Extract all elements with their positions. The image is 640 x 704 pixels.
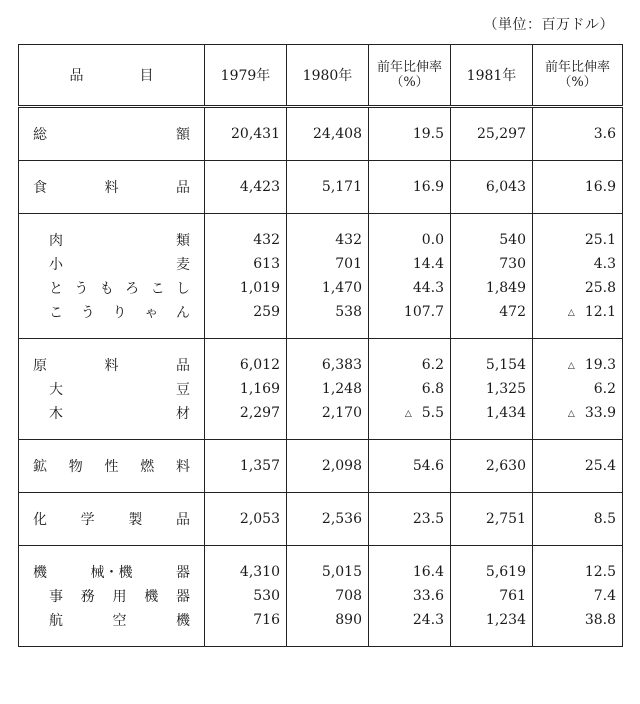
cell-value: 8.5 [593,511,616,527]
value-1981 [451,276,533,300]
value-1981 [451,214,533,253]
label-char: 額 [176,127,190,143]
label-char: 器 [176,565,190,581]
cell-value: 5,171 [321,179,362,195]
label-char: 料 [104,358,119,374]
label-char: 品 [175,512,190,528]
negative-triangle-icon: △ [567,308,575,318]
growth-1980 [369,401,451,440]
label-char: 材 [176,406,190,422]
growth-1981 [533,608,623,647]
growth-1981 [533,276,623,300]
value-1980 [287,546,369,585]
cell-value: 20,431 [231,126,280,142]
table-subrow [19,401,623,440]
value-1980 [287,214,369,253]
label-char: 品 [176,180,190,196]
cell-value: 6,383 [321,357,362,373]
cell-value: 5,015 [321,564,362,580]
cell-value: 3.6 [593,126,616,142]
label-char: ろ [125,281,140,297]
cell-value: 530 [253,588,280,604]
cell-value: 38.8 [584,612,616,628]
growth-1981 [533,584,623,608]
value-1979 [205,252,287,276]
growth-1981 [533,401,623,440]
table-row [19,440,623,493]
value-1980 [287,339,369,378]
unit-note: （単位：百万ドル） [483,17,614,33]
label-char: し [175,281,190,297]
value-1979 [205,276,287,300]
value-1979 [205,608,287,647]
value-1981 [451,401,533,440]
value-1981 [451,300,533,339]
cell-value: 4.3 [593,256,616,272]
row-group [19,339,623,440]
row-group [19,493,623,546]
row-label [19,584,205,608]
value-1979 [205,546,287,585]
cell-value: 19.5 [412,126,444,142]
header-growth-1980: 前年比伸率 （%） [369,45,451,107]
value-1980 [287,440,369,493]
negative-triangle-icon: △ [567,361,575,371]
cell-value: 33.6 [412,588,444,604]
header-growth-1981: 前年比伸率 （%） [533,45,623,107]
cell-value: 716 [253,612,280,628]
cell-value: 1,169 [239,381,280,397]
value-1980 [287,300,369,339]
cell-value: 5,619 [485,564,526,580]
cell-value: 1,434 [485,405,526,421]
label-char: こ [49,305,63,321]
label-char: 製 [128,512,143,528]
label-char: う [80,305,95,321]
cell-value: 432 [253,232,280,248]
growth-1981 [533,161,623,214]
cell-value: 2,098 [321,458,362,474]
row-group [19,107,623,161]
label-char: と [49,281,63,297]
cell-value: 54.6 [412,458,444,474]
value-1980 [287,493,369,546]
label-char: 品 [176,358,190,374]
row-label [19,276,205,300]
cell-value: 4,310 [239,564,280,580]
value-1979 [205,401,287,440]
label-char: 料 [176,459,190,475]
growth-1981 [533,252,623,276]
value-1980 [287,276,369,300]
cell-value: 0.0 [421,232,444,248]
cell-value: 761 [499,588,526,604]
label-char: 原 [33,358,47,374]
growth-1980 [369,584,451,608]
cell-value: 16.4 [412,564,444,580]
import-statistics-table [18,44,623,647]
cell-value: 2,297 [239,405,280,421]
cell-value: 701 [335,256,362,272]
cell-value: 613 [253,256,280,272]
label-char: 料 [104,180,119,196]
value-1981 [451,584,533,608]
label-char: 物 [68,459,83,475]
cell-value: 1,325 [485,381,526,397]
growth-1981 [533,214,623,253]
value-1979 [205,584,287,608]
cell-value: 25.8 [584,280,616,296]
label-char: 鉱 [33,459,47,475]
cell-value: 1,357 [239,458,280,474]
cell-value: 14.4 [412,256,444,272]
table-row [19,546,623,585]
value-1981 [451,161,533,214]
growth-1981 [533,300,623,339]
label-char: 木 [49,406,63,422]
cell-value: 25,297 [477,126,526,142]
table-subrow [19,584,623,608]
table-subrow [19,300,623,339]
cell-value: 4,423 [239,179,280,195]
cell-value: 24,408 [313,126,362,142]
table-subrow [19,608,623,647]
row-label [19,546,205,585]
row-label [19,339,205,378]
value-1979 [205,440,287,493]
value-1981 [451,252,533,276]
cell-value: 5.5 [421,405,444,421]
cell-value: 2,536 [321,511,362,527]
cell-value: 538 [335,304,362,320]
value-1980 [287,252,369,276]
value-1979 [205,377,287,401]
label-char: 大 [49,382,63,398]
label-char: 機 [144,589,159,605]
value-1980 [287,584,369,608]
label-char: 燃 [140,459,155,475]
label-char: 性 [104,459,119,475]
table-header [19,45,623,107]
negative-triangle-icon: △ [567,409,575,419]
cell-value: 107.7 [403,304,444,320]
label-char: 総 [33,127,47,143]
row-group [19,214,623,339]
label-char: 食 [33,180,47,196]
growth-1980 [369,300,451,339]
value-1979 [205,339,287,378]
growth-1981 [533,107,623,161]
cell-value: 1,470 [321,280,362,296]
cell-value: 730 [499,256,526,272]
table-row [19,161,623,214]
cell-value: 7.4 [593,588,616,604]
label-char: ん [176,305,190,321]
cell-value: 6,012 [239,357,280,373]
growth-1980 [369,440,451,493]
value-1979 [205,300,287,339]
cell-value: 2,751 [485,511,526,527]
cell-value: 24.3 [412,612,444,628]
row-label [19,300,205,339]
row-label [19,401,205,440]
cell-value: 6.8 [421,381,444,397]
value-1981 [451,493,533,546]
cell-value: 1,248 [321,381,362,397]
cell-value: 472 [499,304,526,320]
row-group [19,440,623,493]
label-char: 小 [49,257,63,273]
label-char: 空 [112,613,127,629]
negative-triangle-icon: △ [404,409,412,419]
cell-value: 19.3 [584,357,616,373]
table-row [19,107,623,161]
table-subrow [19,214,623,253]
cell-value: 1,019 [239,280,280,296]
label-char: こ [150,281,165,297]
cell-value: 890 [335,612,362,628]
cell-value: 2,630 [485,458,526,474]
growth-1980 [369,339,451,378]
cell-value: 432 [335,232,362,248]
label-char: り [112,305,127,321]
cell-value: 2,170 [321,405,362,421]
growth-1981 [533,546,623,585]
cell-value: 33.9 [584,405,616,421]
label-char: 器 [176,589,190,605]
value-1980 [287,608,369,647]
cell-value: 6.2 [421,357,444,373]
row-label [19,440,205,493]
growth-1980 [369,107,451,161]
label-char: 豆 [176,382,190,398]
growth-1981 [533,440,623,493]
row-group [19,546,623,647]
growth-1980 [369,493,451,546]
row-label [19,161,205,214]
growth-1980 [369,608,451,647]
growth-1980 [369,377,451,401]
value-1980 [287,161,369,214]
value-1979 [205,161,287,214]
label-char: 械・機 [90,565,133,581]
label-char: う [74,281,89,297]
label-char: も [99,281,114,297]
cell-value: 1,234 [485,612,526,628]
growth-1981 [533,377,623,401]
row-label [19,214,205,253]
table-subrow [19,276,623,300]
value-1981 [451,107,533,161]
growth-1981 [533,339,623,378]
cell-value: 1,849 [485,280,526,296]
label-char: 麦 [176,257,190,273]
cell-value: 259 [253,304,280,320]
table-row [19,339,623,378]
growth-1980 [369,276,451,300]
label-char: 機 [176,613,190,629]
label-char: 航 [49,613,63,629]
header-1979: 1979年 [205,45,287,107]
cell-value: 23.5 [412,511,444,527]
cell-value: 12.1 [584,304,616,320]
label-char: 類 [176,233,190,249]
label-char: 化 [33,512,47,528]
cell-value: 2,053 [239,511,280,527]
value-1979 [205,107,287,161]
growth-1981 [533,493,623,546]
cell-value: 16.9 [412,179,444,195]
header-1980: 1980年 [287,45,369,107]
value-1981 [451,546,533,585]
value-1981 [451,339,533,378]
row-group [19,161,623,214]
cell-value: 708 [335,588,362,604]
header-1981: 1981年 [451,45,533,107]
value-1980 [287,107,369,161]
cell-value: 44.3 [412,280,444,296]
cell-value: 25.4 [584,458,616,474]
label-char: 学 [80,512,95,528]
value-1981 [451,608,533,647]
cell-value: 5,154 [485,357,526,373]
growth-1980 [369,252,451,276]
cell-value: 25.1 [584,232,616,248]
growth-1980 [369,161,451,214]
label-char: 機 [33,565,47,581]
cell-value: 540 [499,232,526,248]
header-item: 品 目 [19,45,205,107]
label-char: 事 [49,589,63,605]
cell-value: 6.2 [593,381,616,397]
growth-1980 [369,546,451,585]
value-1979 [205,214,287,253]
value-1979 [205,493,287,546]
label-char: ゃ [144,305,159,321]
row-label [19,252,205,276]
value-1980 [287,377,369,401]
row-label [19,107,205,161]
cell-value: 12.5 [584,564,616,580]
value-1981 [451,440,533,493]
label-char: 用 [112,589,127,605]
row-label [19,493,205,546]
value-1980 [287,401,369,440]
table-subrow [19,377,623,401]
table-subrow [19,252,623,276]
label-char: 肉 [49,233,63,249]
table-row [19,493,623,546]
row-label [19,377,205,401]
value-1981 [451,377,533,401]
row-label [19,608,205,647]
cell-value: 6,043 [485,179,526,195]
growth-1980 [369,214,451,253]
cell-value: 16.9 [584,179,616,195]
label-char: 務 [80,589,95,605]
